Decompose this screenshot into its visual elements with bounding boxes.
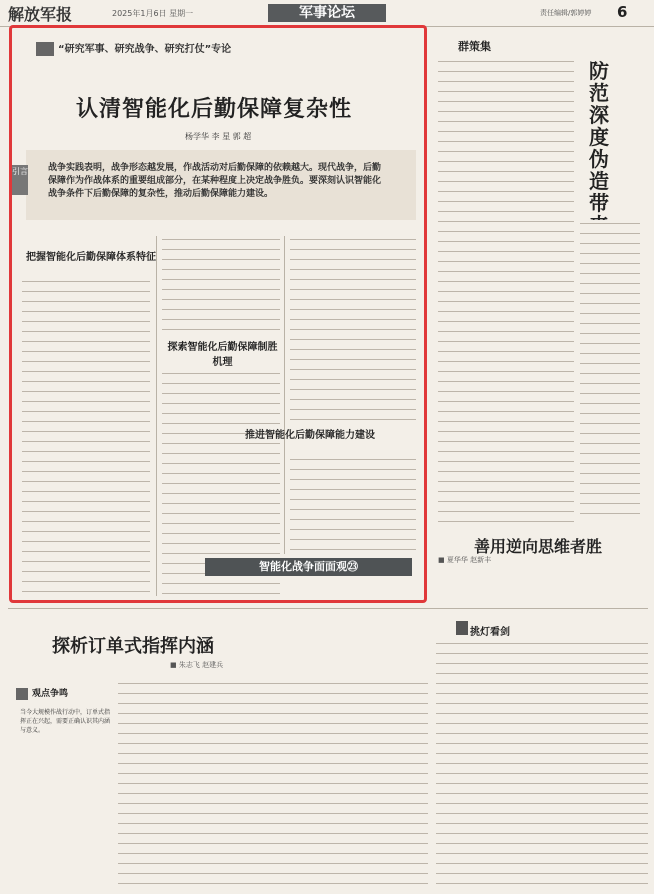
issue-date: 2025年1月6日 星期一 [112, 9, 194, 18]
col2-body-text [162, 236, 280, 336]
opinion-icon [16, 688, 28, 700]
opinion-label: 观点争鸣 [32, 689, 69, 699]
abstract-tag: 引言 [12, 165, 28, 195]
tiaoding-body-text [436, 640, 648, 888]
editor-credit: 责任编辑/郭婷婷 [540, 9, 592, 17]
column-icon [456, 621, 468, 635]
masthead [0, 0, 654, 27]
newspaper-logo: 解放军报 [8, 5, 73, 24]
col2-heading-1: 探索智能化后勤保障制胜机理 [167, 342, 278, 368]
series-tag-icon [36, 42, 54, 56]
column-divider [284, 236, 285, 554]
article-byline: 杨学华 李 星 郭 超 [185, 132, 252, 141]
col1-body-text [22, 278, 150, 596]
article-abstract: 战争实践表明，战争形态越发展，作战活动对后勤保障的依赖越大。现代战争，后勤保障作为作战体系的重要组成部分，在某种程度上决定战争胜负。要深刻认识智能化战争条件下后勤保障的复杂性，推动后勤保障能力建设。 [48, 163, 382, 199]
bottom-abstract: 当今大规模作战行动中，订单式指挥正在兴起，需要正确认识其内涵与意义。 [20, 709, 111, 734]
right-body-text-2 [580, 220, 640, 520]
series-label: “研究军事、研究战争、研究打仗”专论 [58, 44, 232, 55]
section-title: 军事论坛 [268, 4, 386, 22]
right-subtitle[interactable]: 善用逆向思维者胜 [474, 537, 603, 556]
bottom-article-title[interactable]: 探析订单式指挥内涵 [52, 636, 214, 657]
col3-heading: 推进智能化后勤保障能力建设 [245, 430, 375, 441]
bottom-body-text [118, 680, 428, 888]
right-article-title[interactable]: 防范深度伪造带 [589, 59, 609, 215]
right-body-text [438, 58, 574, 528]
column-divider [156, 236, 157, 596]
series-banner: 智能化战争面面观㉓ [205, 558, 412, 576]
page-number: 6 [617, 3, 628, 21]
tiaoding-label: 挑灯看剑 [470, 627, 510, 638]
col3-body-text [290, 236, 416, 426]
section-divider [8, 608, 648, 609]
column-name: 群策集 [458, 40, 491, 53]
right-subtitle-byline: ■ 夏华华 赵新丰 [438, 556, 492, 564]
bottom-article-byline: ■ 朱志飞 赵建兵 [170, 661, 224, 669]
col1-heading: 把握智能化后勤保障体系特征 [26, 252, 156, 263]
article-title[interactable]: 认清智能化后勤保障复杂性 [75, 97, 352, 122]
col3-body-text-2 [290, 456, 416, 556]
